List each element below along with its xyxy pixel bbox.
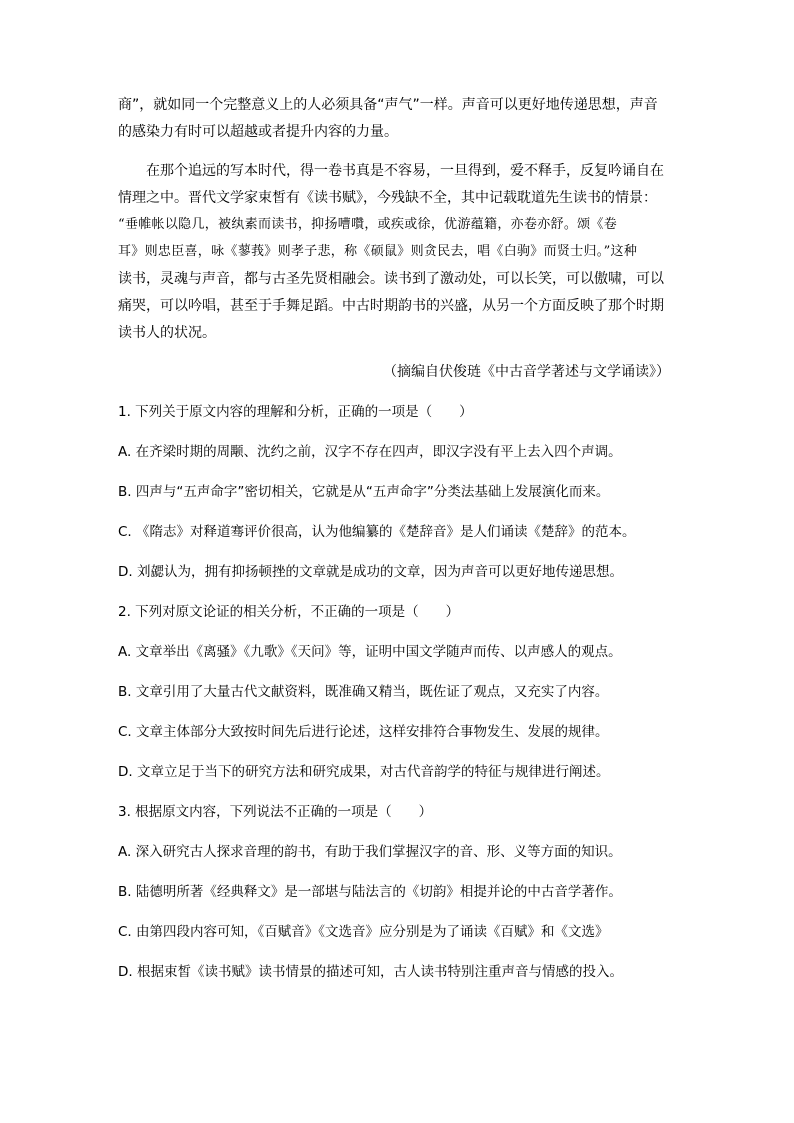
passage-line: 读书人的状况。	[118, 325, 216, 341]
passage-line: 耳》则忠臣喜，咏《蓼莪》则孝子悲，称《硕鼠》则贪民去，唱《白驹》而贤士归。”这种	[118, 244, 638, 259]
question-title: 3. 根据原文内容，下列说法不正确的一项是（ ）	[118, 804, 433, 820]
option-d: D. 根据束皙《读书赋》读书情景的描述可知，古人读书特别注重声音与情感的投入。	[118, 964, 623, 980]
passage-line: 痛哭，可以吟唱，甚至于手舞足蹈。中古时期韵书的兴盛，从另一个方面反映了那个时期	[118, 298, 664, 314]
option-b: B. 文章引用了大量古代文献资料，既准确又精当，既佐证了观点，又充实了内容。	[118, 684, 609, 700]
source-citation: （摘编自伏俊琏《中古音学著述与文学诵读》）	[383, 364, 670, 380]
option-b: B. 四声与“五声命字”密切相关，它就是从“五声命字”分类法基础上发展演化而来。	[118, 484, 610, 500]
passage-line: 读书，灵魂与声音，都与古圣先贤相融会。读书到了激动处，可以长笑，可以傲啸，可以	[118, 271, 664, 287]
passage-line: 商”，就如同一个完整意义上的人必须具备“声气”一样。声音可以更好地传递思想，声音	[118, 97, 658, 113]
option-b: B. 陆德明所著《经典释文》是一部堪与陆法言的《切韵》相提并论的中古音学著作。	[118, 884, 622, 900]
option-d: D. 文章立足于当下的研究方法和研究成果，对古代音韵学的特征与规律进行阐述。	[118, 764, 610, 780]
question-title: 2. 下列对原文论证的相关分析，不正确的一项是（ ）	[118, 604, 460, 620]
option-a: A. 文章举出《离骚》《九歌》《天问》等，证明中国文学随声而传、以声感人的观点。	[118, 644, 622, 660]
passage-line: 的感染力有时可以超越或者提升内容的力量。	[118, 124, 398, 140]
passage-line: 在那个追远的写本时代，得一卷书真是不容易，一旦得到，爱不释手，反复吟诵自在	[146, 163, 664, 179]
passage-line: “垂帷帐以隐几，被纨素而读书，抑扬嘈囋，或疾或徐，优游蕴籍，亦卷亦舒。颂《卷	[118, 217, 618, 232]
option-c: C. 由第四段内容可知，《百赋音》《文选音》应分别是为了诵读《百赋》和《文选》	[118, 924, 609, 940]
passage-line: 情理之中。晋代文学家束皙有《读书赋》，今残缺不全，其中记载耽道先生读书的情景：	[118, 190, 657, 206]
question-title: 1. 下列关于原文内容的理解和分析，正确的一项是（ ）	[118, 404, 473, 420]
option-c: C. 文章主体部分大致按时间先后进行论述，这样安排符合事物发生、发展的规律。	[118, 724, 609, 740]
option-d: D. 刘勰认为，拥有抑扬顿挫的文章就是成功的文章，因为声音可以更好地传递思想。	[118, 564, 623, 580]
option-a: A. 在齐梁时期的周颙、沈约之前，汉字不存在四声，即汉字没有平上去入四个声调。	[118, 444, 622, 460]
option-a: A. 深入研究古人探求音理的韵书，有助于我们掌握汉字的音、形、义等方面的知识。	[118, 844, 622, 860]
option-c: C. 《隋志》对释道骞评价很高，认为他编纂的《楚辞音》是人们诵读《楚辞》的范本。	[118, 524, 636, 540]
